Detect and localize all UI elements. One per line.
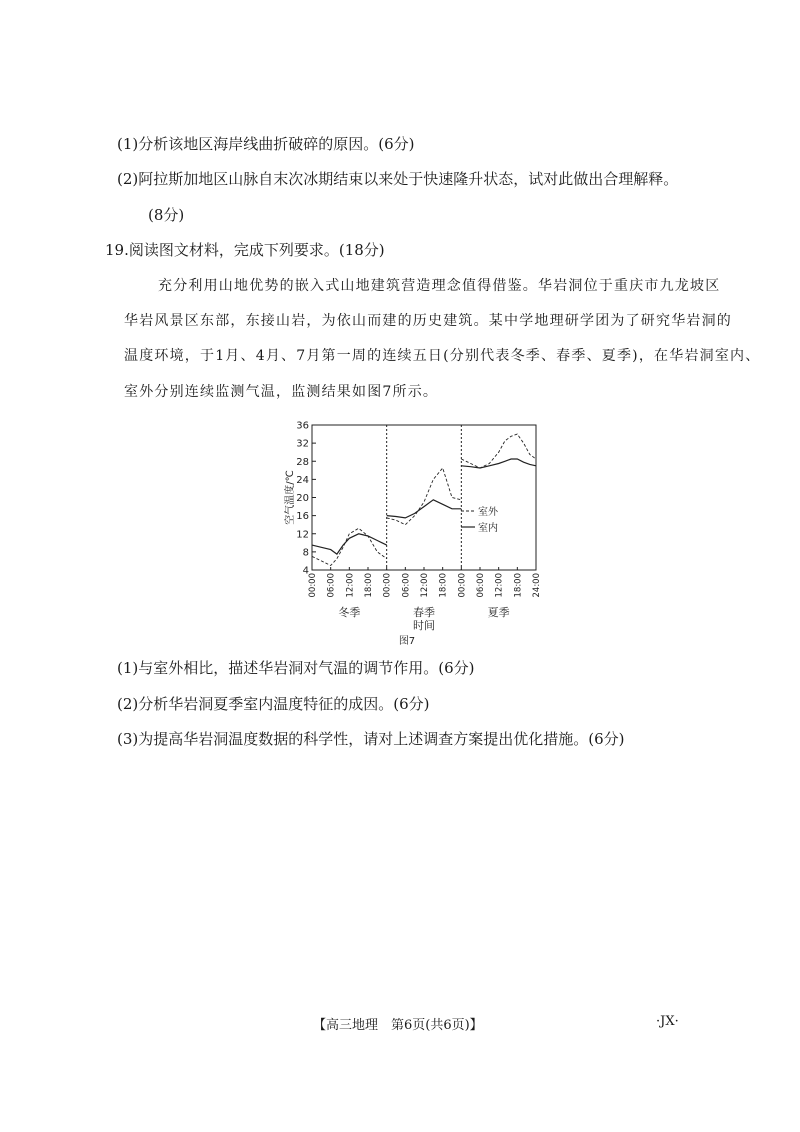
series-line-outdoor: [312, 528, 387, 565]
q19-material-line-2: 华岩风景区东部，东接山岩，为依山而建的历史建筑。某中学地理研学团为了研究华岩洞的: [124, 313, 732, 329]
x-tick-label: 06:00: [401, 573, 412, 598]
q18-sub2-line1: (2)阿拉斯加地区山脉自末次冰期结束以来处于快速隆升状态，试对此做出合理解释。: [117, 170, 679, 188]
q19-material-line-3: 温度环境，于1月、4月、7月第一周的连续五日(分别代表冬季、春季、夏季)，在华岩洞室内、: [124, 348, 761, 364]
y-tick-label: 4: [302, 565, 309, 577]
x-axis-label: 时间: [413, 619, 435, 632]
x-tick-label: 18:00: [513, 573, 524, 598]
y-tick-label: 8: [302, 547, 309, 559]
x-tick-label: 18:00: [438, 573, 449, 598]
y-tick-label: 36: [296, 420, 309, 432]
x-tick-label: 06:00: [326, 573, 337, 598]
series-line-indoor: [312, 534, 387, 554]
x-tick-label: 12:00: [494, 573, 505, 598]
figure-caption: 图7: [398, 636, 416, 647]
x-tick-label: 12:00: [420, 573, 430, 598]
footer-page-info: 【高三地理 第6页(共6页)】: [313, 1018, 483, 1033]
y-tick-label: 16: [296, 511, 309, 523]
q18-sub1: (1)分析该地区海岸线曲折破碎的原因。(6分): [117, 135, 415, 153]
legend-label: 室内: [478, 523, 498, 534]
legend-label: 室外: [478, 507, 498, 518]
q19-sub2: (2)分析华岩洞夏季室内温度特征的成因。(6分): [117, 695, 430, 713]
q19-sub3: (3)为提高华岩洞温度数据的科学性，请对上述调查方案提出优化措施。(6分): [117, 730, 625, 748]
y-tick-label: 24: [296, 474, 309, 486]
y-tick-label: 28: [296, 456, 309, 468]
q18-sub2-line2: (8分): [148, 206, 185, 224]
x-tick-label: 00:00: [308, 573, 318, 598]
q19-sub1: (1)与室外相比，描述华岩洞对气温的调节作用。(6分): [117, 659, 475, 677]
y-axis-label: 空气温度/℃: [285, 470, 296, 525]
y-tick-label: 20: [296, 493, 309, 504]
season-label: 夏季: [487, 606, 510, 619]
series-line-indoor: [387, 500, 462, 518]
x-tick-label: 12:00: [345, 573, 356, 598]
season-label: 冬季: [338, 606, 361, 619]
x-tick-label: 00:00: [457, 573, 468, 598]
x-tick-label: 06:00: [476, 573, 486, 598]
q19-material-line-4: 室外分别连续监测气温，监测结果如图7所示。: [124, 384, 439, 400]
y-tick-label: 12: [296, 529, 309, 541]
season-label: 春季: [413, 606, 435, 619]
q19-material-line-1: 充分利用山地优势的嵌入式山地建筑营造理念值得借鉴。华岩洞位于重庆市九龙坡区: [158, 278, 721, 294]
series-line-indoor: [461, 459, 536, 468]
plot-frame: [312, 425, 536, 570]
q19-heading: 19.阅读图文材料，完成下列要求。(18分): [105, 241, 385, 259]
x-tick-label: 00:00: [382, 573, 393, 598]
y-tick-label: 32: [296, 438, 309, 450]
x-tick-label: 24:00: [532, 573, 542, 598]
footer-code: ·JX·: [656, 1014, 679, 1029]
x-tick-label: 18:00: [364, 573, 374, 598]
temperature-chart: [283, 418, 545, 650]
